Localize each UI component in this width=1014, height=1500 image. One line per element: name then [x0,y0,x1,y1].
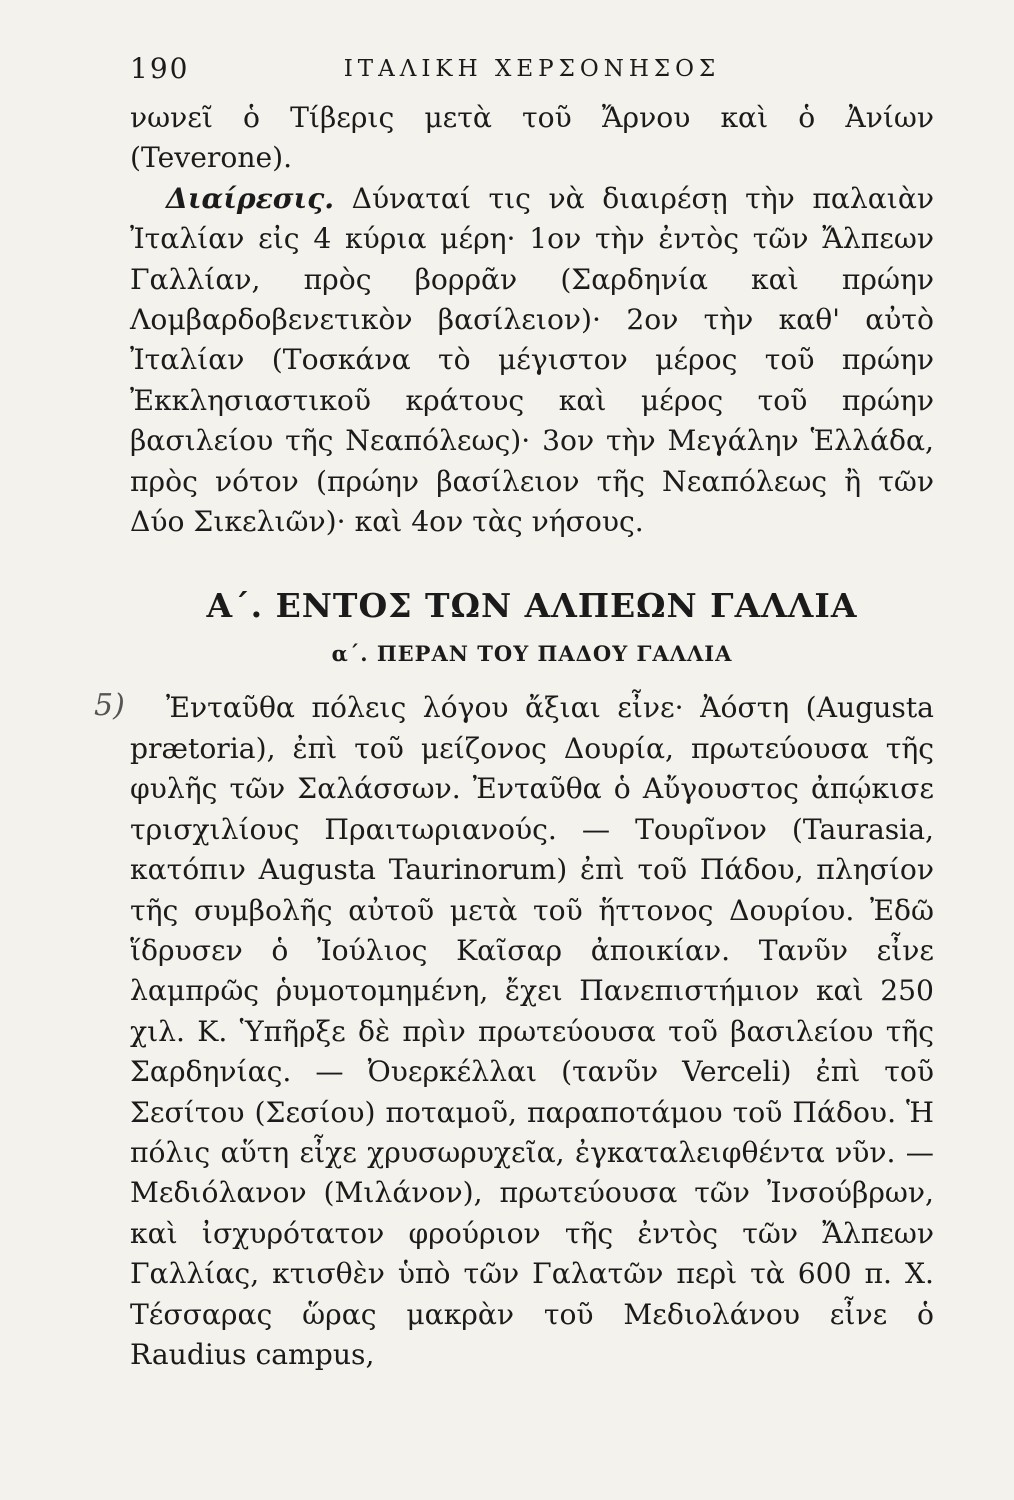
page-body [94,98,934,1375]
paragraph-continuation: νωνεῖ ὁ Τίβερις μετὰ τοῦ Ἄρνου καὶ ὁ Ἀνίων (Teverone). [130,101,934,175]
page-number: 190 [130,52,190,85]
paragraph-divisions [130,179,934,543]
page-header [130,52,934,92]
paragraph-cities-block [94,688,934,1375]
section-heading: Α΄. ΕΝΤΟΣ ΤΩΝ ΑΛΠΕΩΝ ΓΑΛΛΙΑ [206,586,858,626]
paragraph-divisions-text: Δύναταί τις νὰ διαιρέσῃ τὴν παλαιὰν Ἰταλίαν εἰς 4 κύρια μέρη· 1ον τὴν ἐντὸς τῶν Ἄλπεων Γαλλίαν, πρὸς βορρᾶν (Σαρδηνία καὶ πρώην Λομβαρδοβενετικὸν βασίλειον)· 2ον τὴν καθ' αὐτὸ Ἰταλίαν (Τοσκάνα τὸ μέγιστον μέρος τοῦ πρώην Ἐκκλησιαστικοῦ κράτους καὶ μέρος τοῦ πρώην βασιλείου τῆς Νεαπόλεως)· 3ον τὴν Μεγάλην Ἑλλάδα, πρὸς νότον (πρώην βασίλειον τῆς Νεαπόλεως ἢ τῶν Δύο Σικελιῶν)· καὶ 4ον τὰς νήσους. [130,181,934,539]
paragraph-lead-word: Διαίρεσις. [166,181,335,215]
handwritten-margin-mark: 5) [94,688,125,724]
subsection-heading: α΄. ΠΕΡΑΝ ΤΟΥ ΠΑΔΟΥ ΓΑΛΛΙΑ [331,641,733,667]
paragraph-cities: Ἐνταῦθα πόλεις λόγου ἄξιαι εἶνε· Ἀόστη (Augusta prætoria), ἐπὶ τοῦ μείζονος Δουρία, πρωτεύουσα τῆς φυλῆς τῶν Σαλάσσων. Ἐνταῦθα ὁ Αὔγουστος ἀπῴκισε τρισχιλίους Πραιτωριανούς. — Τουρῖνον (Taurasia, κατόπιν Augusta Taurinorum) ἐπὶ τοῦ Πάδου, πλησίον τῆς συμβολῆς αὐτοῦ μετὰ τοῦ ἥττονος Δουρίου. Ἐδῶ ἵδρυσεν ὁ Ἰούλιος Καῖσαρ ἀποικίαν. Τανῦν εἶνε λαμπρῶς ῥυμοτομημένη, ἔχει Πανεπιστήμιον καὶ 250 χιλ. Κ. Ὑπῆρξε δὲ πρὶν πρωτεύουσα τοῦ βασιλείου τῆς Σαρδηνίας. — Ὀυερκέλλαι (τανῦν Verceli) ἐπὶ τοῦ Σεσίτου (Σεσίου) ποταμοῦ, παραποτάμου τοῦ Πάδου. Ἡ πόλις αὕτη εἶχε χρυσωρυχεῖα, ἐγκαταλειφθέντα νῦν. — Μεδιόλανον (Μιλάνον), πρωτεύουσα τῶν Ἰνσούβρων, καὶ ἰσχυρότατον φρούριον τῆς ἐντὸς τῶν Ἄλπεων Γαλλίας, κτισθὲν ὑπὸ τῶν Γαλατῶν περὶ τὰ 600 π. Χ. Τέσσαρας ὥρας μακρὰν τοῦ Μεδιολάνου εἶνε ὁ Raudius campus, [130,691,934,1371]
running-head: ΙΤΑΛΙΚΗ ΧΕΡΣΟΝΗΣΟΣ [343,56,721,82]
